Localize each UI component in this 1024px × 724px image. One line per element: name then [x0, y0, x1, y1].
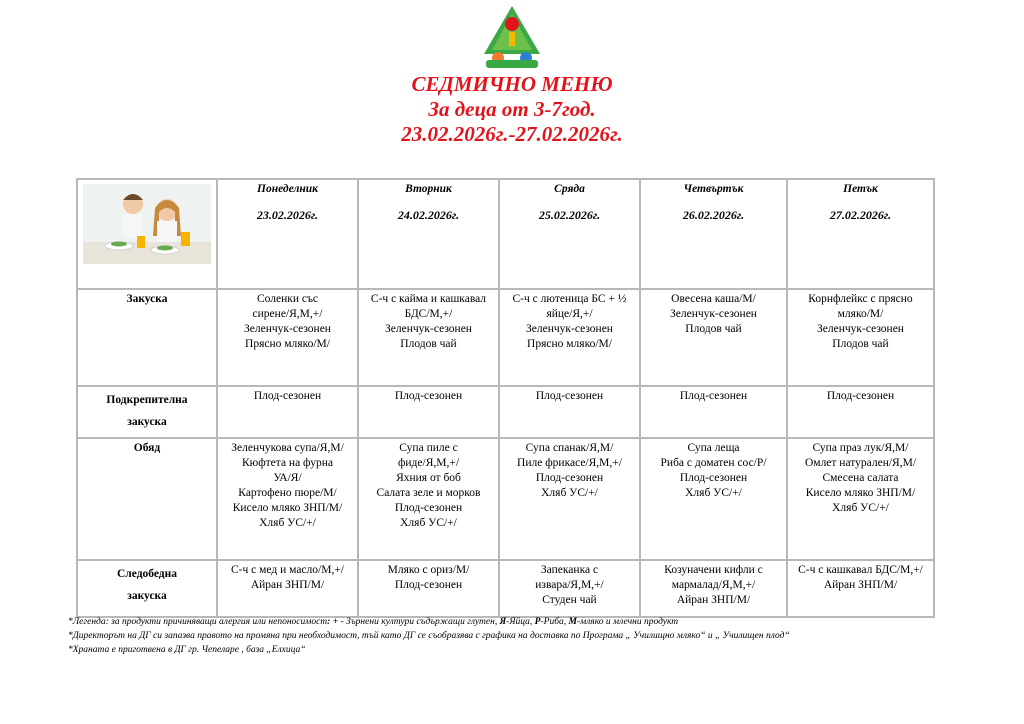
- menu-line: БДС/М,+/: [404, 308, 453, 320]
- menu-line: Корнфлейкс с прясно: [808, 293, 913, 305]
- menu-cell: [217, 289, 358, 386]
- meal-label-text: закуска: [127, 590, 167, 602]
- menu-line: Плод-сезонен: [679, 472, 748, 484]
- legend-cereals: - Зърнени култури съдържащи глутен,: [340, 617, 500, 627]
- children-eating-photo: [83, 184, 211, 264]
- date-range: 23.02.2026г.-27.02.2026г.: [401, 122, 623, 146]
- menu-line: Плод-сезонен: [679, 390, 748, 402]
- menu-cell: [640, 386, 787, 438]
- day-date: 25.02.2026г.: [538, 208, 601, 222]
- menu-line: Салата зеле и морков: [376, 487, 481, 499]
- day-header-tuesday: [358, 179, 499, 289]
- age-subtitle: За деца от 3-7год.: [428, 97, 596, 121]
- meal-label-text: Подкрепителна: [106, 394, 188, 406]
- meal-label-text: Обяд: [133, 442, 161, 454]
- menu-titles: [0, 72, 1024, 147]
- menu-cell: [787, 386, 934, 438]
- menu-line: Плод-сезонен: [253, 390, 322, 402]
- menu-line: Пиле фрикасе/Я,М,+/: [517, 457, 622, 469]
- menu-line: Овесена каша/М/: [671, 293, 756, 305]
- menu-line: Кисело мляко ЗНП/М/: [232, 502, 343, 514]
- menu-line: фиде/Я,М,+/: [397, 457, 460, 469]
- menu-line: Хляб УС/+/: [259, 517, 316, 529]
- menu-cell: [358, 386, 499, 438]
- menu-line: Запеканка с: [540, 564, 599, 576]
- menu-line: Зеленчук-сезонен: [244, 323, 331, 335]
- meal-row-breakfast: [77, 289, 934, 386]
- menu-line: Супа пиле с: [399, 442, 458, 454]
- menu-line: Плод-сезонен: [394, 390, 463, 402]
- day-date: 26.02.2026г.: [682, 208, 745, 222]
- day-name: Вторник: [405, 183, 452, 195]
- day-name: Четвъртък: [683, 183, 744, 195]
- legend-egg-text: -Яйца,: [506, 617, 535, 627]
- legend-plus: : +: [327, 617, 341, 627]
- menu-line: мармалад/Я,М,+/: [671, 579, 756, 591]
- day-header-monday: [217, 179, 358, 289]
- menu-line: Супа леща: [687, 442, 740, 454]
- menu-cell: [217, 386, 358, 438]
- day-header-friday: [787, 179, 934, 289]
- menu-line: Зеленчук-сезонен: [385, 323, 472, 335]
- legend-milk-letter: М: [568, 617, 577, 627]
- day-header-thursday: [640, 179, 787, 289]
- menu-line: Плод-сезонен: [394, 579, 463, 591]
- kindergarten-logo: [476, 2, 548, 74]
- menu-line: Айран ЗНП/М/: [250, 579, 325, 591]
- menu-cell: [640, 438, 787, 560]
- day-date: 27.02.2026г.: [829, 208, 892, 222]
- menu-cell: [640, 560, 787, 617]
- menu-line: Мляко с ориз/М/: [387, 564, 470, 576]
- legend-prefix: *Легенда: за продукти причиняващи алергия или непоносимост: [68, 617, 328, 627]
- menu-line: УА/Я/: [273, 472, 302, 484]
- weekly-menu-table: [76, 178, 935, 618]
- legend-fish-text: -Риба,: [540, 617, 569, 627]
- menu-line: Прясно мляко/М/: [527, 338, 612, 350]
- menu-line: Зеленчук-сезонен: [670, 308, 757, 320]
- meal-label: [77, 560, 217, 617]
- page-title: СЕДМИЧНО МЕНЮ: [411, 72, 613, 96]
- menu-line: Хляб УС/+/: [832, 502, 889, 514]
- menu-cell: [358, 560, 499, 617]
- meal-row-snack: [77, 386, 934, 438]
- menu-line: Супа праз лук/Я,М/: [812, 442, 909, 454]
- menu-line: Плодов чай: [400, 338, 457, 350]
- menu-cell: [217, 438, 358, 560]
- menu-cell: [358, 289, 499, 386]
- photo-cell: [77, 179, 217, 289]
- legend-fish-letter: Р: [534, 617, 541, 627]
- kitchen-note: *Храната е приготвена в ДГ гр. Чепеларе , база „Елхица“: [68, 645, 306, 655]
- director-note: *Директорът на ДГ си запазва правото на промяна при необходимост, тъй като ДГ се съобразява с графика на доставка по Програма „ Училищно мляко“ и „ Училищен плод“: [68, 631, 790, 641]
- menu-cell: [217, 560, 358, 617]
- menu-line: яйце/Я,+/: [546, 308, 593, 320]
- menu-line: С-ч с кашкавал БДС/М,+/: [798, 564, 923, 576]
- menu-line: С-ч с лютеница БС + ½: [512, 293, 627, 305]
- menu-line: Плодов чай: [832, 338, 889, 350]
- menu-line: Хляб УС/+/: [400, 517, 457, 529]
- menu-cell: [640, 289, 787, 386]
- menu-line: Плод-сезонен: [826, 390, 895, 402]
- menu-line: Козуначени кифли с: [664, 564, 763, 576]
- footnotes: [68, 615, 968, 657]
- meal-label: [77, 289, 217, 386]
- menu-line: мляко/М/: [837, 308, 884, 320]
- menu-cell: [787, 289, 934, 386]
- day-name: Понеделник: [257, 183, 318, 195]
- menu-line: сирене/Я,М,+/: [252, 308, 323, 320]
- menu-line: Айран ЗНП/М/: [823, 579, 898, 591]
- menu-line: Зеленчукова супа/Я,М/: [231, 442, 344, 454]
- menu-line: Прясно мляко/М/: [245, 338, 330, 350]
- meal-label-text: закуска: [127, 416, 167, 428]
- menu-line: Кюфтета на фурна: [242, 457, 333, 469]
- menu-line: С-ч с мед и масло/М,+/: [231, 564, 344, 576]
- meal-label: [77, 438, 217, 560]
- menu-line: Омлет натурален/Я,М/: [804, 457, 917, 469]
- day-date: 23.02.2026г.: [256, 208, 319, 222]
- menu-line: Зеленчук-сезонен: [526, 323, 613, 335]
- menu-cell: [499, 289, 640, 386]
- day-date: 24.02.2026г.: [397, 208, 460, 222]
- menu-line: Смесена салата: [822, 472, 899, 484]
- menu-line: Супа спанак/Я,М/: [525, 442, 614, 454]
- day-header-wednesday: [499, 179, 640, 289]
- menu-line: Айран ЗНП/М/: [676, 594, 751, 606]
- menu-cell: [358, 438, 499, 560]
- menu-line: Плод-сезонен: [535, 390, 604, 402]
- menu-line: Картофено пюре/М/: [238, 487, 337, 499]
- menu-cell: [787, 560, 934, 617]
- menu-line: Студен чай: [542, 594, 597, 606]
- menu-line: Риба с доматен сос/Р/: [660, 457, 767, 469]
- menu-line: С-ч с кайма и кашкавал: [370, 293, 487, 305]
- legend-egg-letter: Я: [499, 617, 507, 627]
- meal-label-text: Закуска: [126, 293, 168, 305]
- menu-cell: [499, 560, 640, 617]
- menu-line: Хляб УС/+/: [685, 487, 742, 499]
- menu-line: Кисело мляко ЗНП/М/: [805, 487, 916, 499]
- day-name: Петък: [843, 183, 878, 195]
- allergen-legend: [68, 615, 968, 629]
- menu-line: Соленки със: [256, 293, 319, 305]
- menu-line: Плод-сезонен: [394, 502, 463, 514]
- menu-cell: [787, 438, 934, 560]
- menu-line: Хляб УС/+/: [541, 487, 598, 499]
- header-row: [77, 179, 934, 289]
- menu-line: Зеленчук-сезонен: [817, 323, 904, 335]
- menu-line: извара/Я,М,+/: [535, 579, 604, 591]
- meal-label: [77, 386, 217, 438]
- meal-row-lunch: [77, 438, 934, 560]
- menu-line: Плодов чай: [685, 323, 742, 335]
- meal-row-afternoon-snack: [77, 560, 934, 617]
- menu-line: Яхния от боб: [396, 472, 461, 484]
- menu-line: Плод-сезонен: [535, 472, 604, 484]
- menu-cell: [499, 438, 640, 560]
- meal-label-text: Следобедна: [116, 568, 178, 580]
- day-name: Сряда: [554, 183, 585, 195]
- legend-milk-text: -мляко и млечни продукт: [576, 617, 679, 627]
- menu-cell: [499, 386, 640, 438]
